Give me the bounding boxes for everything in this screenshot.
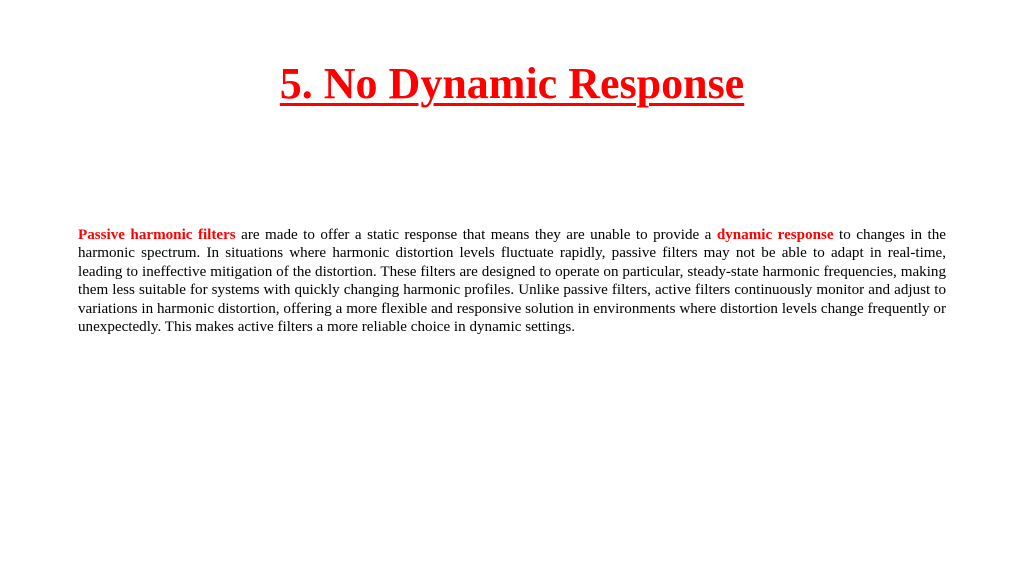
- body-paragraph: [78, 226, 946, 336]
- slide-title: 5. No Dynamic Response: [279, 59, 745, 108]
- paragraph-text-part-1: are made to offer a static response that means they are unable to provide a: [235, 227, 717, 243]
- highlight-passive-harmonic-filters: Passive harmonic filters: [78, 227, 236, 243]
- highlight-dynamic-response: dynamic response: [716, 227, 834, 243]
- paragraph-text-part-2: to changes in the harmonic spectrum. In situations where harmonic distortion levels fluctuate rapidly, passive filters may not be able to adapt in real-time, leading to ineffective mitigation of the distortion. These filters are designed to operate on particular, steady-state harmonic frequencies, making them less suitable for systems with quickly changing harmonic profiles. Unlike passive filters, active filters continuously monitor and adjust to variations in harmonic distortion, offering a more flexible and responsive solution in environments where distortion levels change frequently or unexpectedly. This makes active filters a more reliable choice in dynamic settings.: [78, 227, 946, 336]
